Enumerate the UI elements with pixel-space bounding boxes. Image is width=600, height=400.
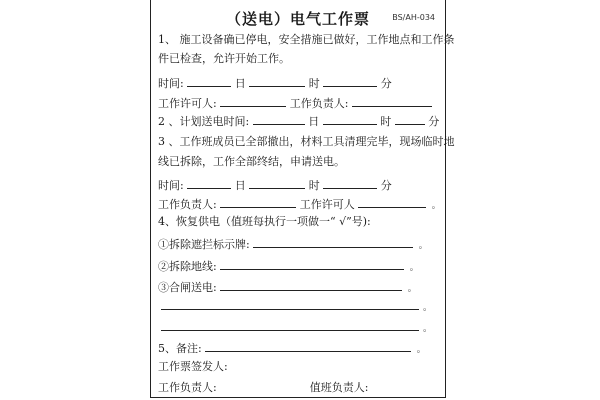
section1-day-label: 日 xyxy=(234,77,246,90)
section1-leader-label: 工作负责人: xyxy=(289,97,349,110)
section1-time-label: 时间: xyxy=(158,77,184,90)
section1-leader-field[interactable] xyxy=(352,95,432,107)
section3-time-label: 时间: xyxy=(158,179,184,192)
section1-hour-label: 时 xyxy=(308,77,320,90)
section1-sign-row xyxy=(158,95,439,111)
section4-item3-row xyxy=(158,279,439,296)
section4-item3-label: ③合闸送电: xyxy=(158,281,217,294)
section4-item1-row xyxy=(158,236,439,253)
section4-item2-row xyxy=(158,258,439,275)
section1-month-field[interactable] xyxy=(187,75,231,87)
section4-blank-line1[interactable] xyxy=(161,309,419,310)
section1-minute-label: 分 xyxy=(380,77,392,90)
section1-hour-field[interactable] xyxy=(323,75,377,87)
section4-item2-end-mark: 。 xyxy=(409,263,419,273)
section5-duty-label: 值班负责人: xyxy=(309,381,369,394)
section5-remark-field[interactable] xyxy=(205,340,411,352)
section5-end-mark: 。 xyxy=(416,345,426,355)
section4-item3-end-mark: 。 xyxy=(407,284,417,294)
section4-item1-label: ①拆除遮拦标示牌: xyxy=(158,238,250,251)
section5-sign-row xyxy=(158,381,439,395)
section1-time-row xyxy=(158,75,439,91)
section4-title: 4、恢复供电（值班每执行一项做一“ √”号): xyxy=(158,215,371,228)
section4-blank-line2-end-mark: 。 xyxy=(423,324,433,334)
section2-month-field[interactable] xyxy=(253,113,305,125)
section1-text-line2: 件已检查，允许开始工作。 xyxy=(158,52,290,65)
section3-leader-label: 工作负责人: xyxy=(158,198,217,211)
section3-hour-field[interactable] xyxy=(323,177,377,189)
section5-remark-label: 5、备注: xyxy=(158,342,202,355)
section3-permit-label: 工作许可人 xyxy=(299,198,355,211)
section2-hour-field[interactable] xyxy=(395,113,425,125)
section4-item1-field[interactable] xyxy=(253,236,413,248)
section4-item1-end-mark: 。 xyxy=(418,241,428,251)
work-ticket-form xyxy=(150,0,455,398)
section3-end-mark: 。 xyxy=(431,201,441,211)
section3-month-field[interactable] xyxy=(187,177,231,189)
section2-row xyxy=(158,113,439,129)
section2-hour-label: 时 xyxy=(380,115,392,128)
section3-leader-field[interactable] xyxy=(220,196,296,208)
section4-item3-field[interactable] xyxy=(220,279,402,291)
section2-day-field[interactable] xyxy=(323,113,377,125)
section5-leader-label: 工作负责人: xyxy=(158,381,217,394)
section3-day-field[interactable] xyxy=(249,177,305,189)
section4-blank-line2[interactable] xyxy=(161,330,419,331)
section3-minute-label: 分 xyxy=(380,179,392,192)
section4-item2-label: ②拆除地线: xyxy=(158,260,217,273)
section1-permit-field[interactable] xyxy=(220,95,286,107)
section2-day-label: 日 xyxy=(308,115,320,128)
section5-remark-row xyxy=(158,340,439,357)
section3-day-label: 日 xyxy=(234,179,246,192)
section1-permit-label: 工作许可人: xyxy=(158,97,217,110)
section5-issuer-label: 工作票签发人: xyxy=(158,360,228,373)
section3-text-line2: 线已拆除，工作全部终结，申请送电。 xyxy=(158,155,345,168)
ticket-title: （送电）电气工作票 xyxy=(225,10,370,28)
section2-minute-label: 分 xyxy=(428,115,440,128)
section3-time-row xyxy=(158,177,439,193)
section2-label: 2 、计划送电时间: xyxy=(158,115,250,128)
ticket-code: BS/AH-034 xyxy=(392,13,435,22)
section1-text-line1: 1、 施工设备确已停电，安全措施已做好，工作地点和工作条 xyxy=(158,33,455,46)
section4-item2-field[interactable] xyxy=(220,258,404,270)
section4-blank-line1-end-mark: 。 xyxy=(423,303,433,313)
section1-day-field[interactable] xyxy=(249,75,305,87)
section3-hour-label: 时 xyxy=(308,179,320,192)
section3-sign-row xyxy=(158,196,439,213)
section3-permit-field[interactable] xyxy=(358,196,426,208)
section3-text-line1: 3 、工作班成员已全部撤出，材料工具清理完毕，现场临时地 xyxy=(158,135,455,148)
